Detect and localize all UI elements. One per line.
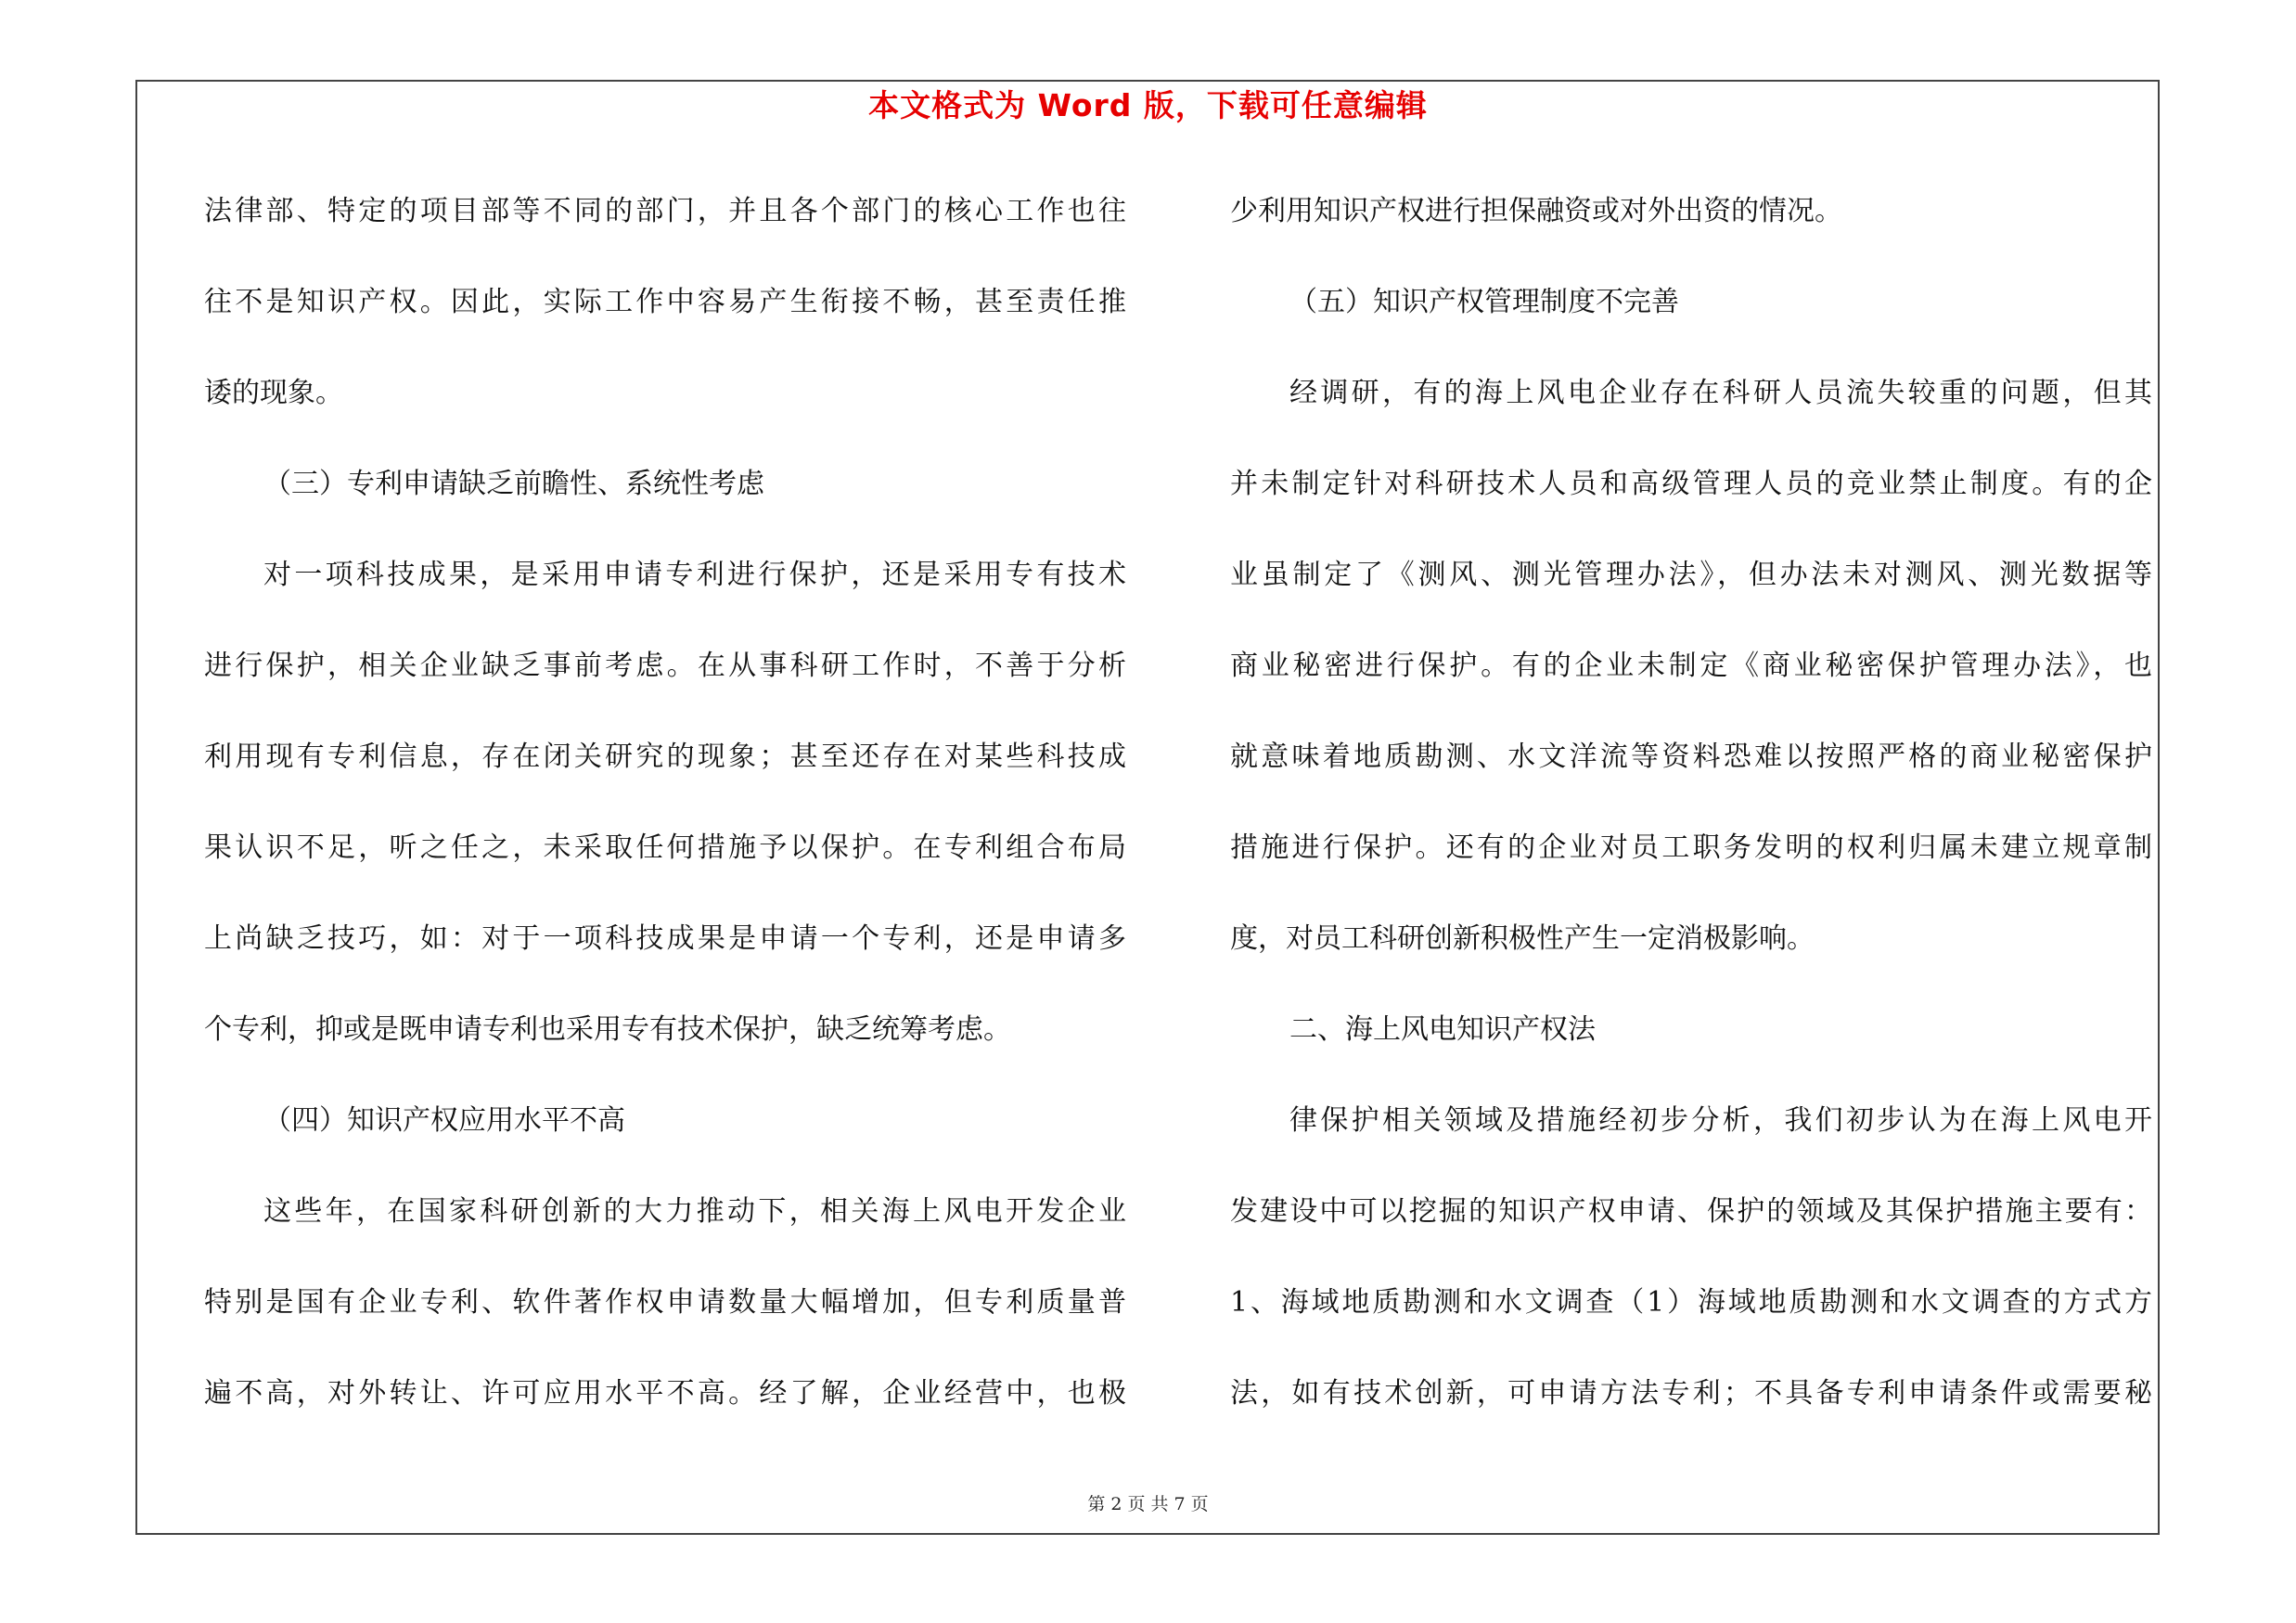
text-line: 特别是国有企业专利、软件著作权申请数量大幅增加，但专利质量普 [204, 1286, 1126, 1319]
text-line: 经调研，有的海上风电企业存在科研人员流失较重的问题，但其 [1289, 377, 2152, 409]
right-text-column [1230, 184, 2152, 1457]
format-banner: 本文格式为 Word 版，下载可任意编辑 [868, 87, 1428, 123]
text-line: 诿的现象。 [204, 377, 343, 409]
page-number-footer: 第 2 页 共 7 页 [1087, 1494, 1209, 1514]
text-line: 并未制定针对科研技术人员和高级管理人员的竞业禁止制度。有的企 [1230, 468, 2152, 500]
text-line: 律保护相关领域及措施经初步分析，我们初步认为在海上风电开 [1289, 1104, 2152, 1137]
text-line: 业虽制定了《测风、测光管理办法》，但办法未对测风、测光数据等 [1230, 559, 2152, 591]
text-line: 进行保护，相关企业缺乏事前考虑。在从事科研工作时，不善于分析 [204, 650, 1126, 682]
text-line: 商业秘密进行保护。有的企业未制定《商业秘密保护管理办法》，也 [1230, 650, 2152, 682]
text-line: 法，如有技术创新，可申请方法专利；不具备专利申请条件或需要秘 [1230, 1377, 2152, 1410]
text-line: 措施进行保护。还有的企业对员工职务发明的权利归属未建立规章制 [1230, 831, 2152, 864]
text-line: 果认识不足，听之任之，未采取任何措施予以保护。在专利组合布局 [204, 831, 1126, 864]
text-line: （五）知识产权管理制度不完善 [1289, 286, 1679, 318]
text-line: 往不是知识产权。因此，实际工作中容易产生衔接不畅，甚至责任推 [204, 286, 1126, 318]
text-line: 就意味着地质勘测、水文洋流等资料恐难以按照严格的商业秘密保护 [1230, 741, 2152, 773]
text-line: 个专利，抑或是既申请专利也采用专有技术保护，缺乏统筹考虑。 [204, 1013, 1011, 1046]
left-text-column [204, 184, 1126, 1457]
text-line: 二、海上风电知识产权法 [1289, 1013, 1596, 1046]
text-line: 上尚缺乏技巧，如：对于一项科技成果是申请一个专利，还是申请多 [204, 922, 1126, 955]
text-line: （三）专利申请缺乏前瞻性、系统性考虑 [263, 468, 764, 500]
text-line: 遍不高，对外转让、许可应用水平不高。经了解，企业经营中，也极 [204, 1377, 1126, 1410]
text-line: （四）知识产权应用水平不高 [263, 1104, 625, 1137]
text-line: 度，对员工科研创新积极性产生一定消极影响。 [1230, 922, 1815, 955]
text-line: 1、海域地质勘测和水文调查（1）海域地质勘测和水文调查的方式方 [1230, 1286, 2152, 1319]
text-line: 利用现有专利信息，存在闭关研究的现象；甚至还存在对某些科技成 [204, 741, 1126, 773]
text-line: 法律部、特定的项目部等不同的部门，并且各个部门的核心工作也往 [204, 195, 1126, 227]
text-line: 这些年，在国家科研创新的大力推动下，相关海上风电开发企业 [263, 1195, 1126, 1228]
text-line: 发建设中可以挖掘的知识产权申请、保护的领域及其保护措施主要有： [1230, 1195, 2152, 1228]
text-line: 对一项科技成果，是采用申请专利进行保护，还是采用专有技术 [263, 559, 1126, 591]
text-line: 少利用知识产权进行担保融资或对外出资的情况。 [1230, 195, 1842, 227]
